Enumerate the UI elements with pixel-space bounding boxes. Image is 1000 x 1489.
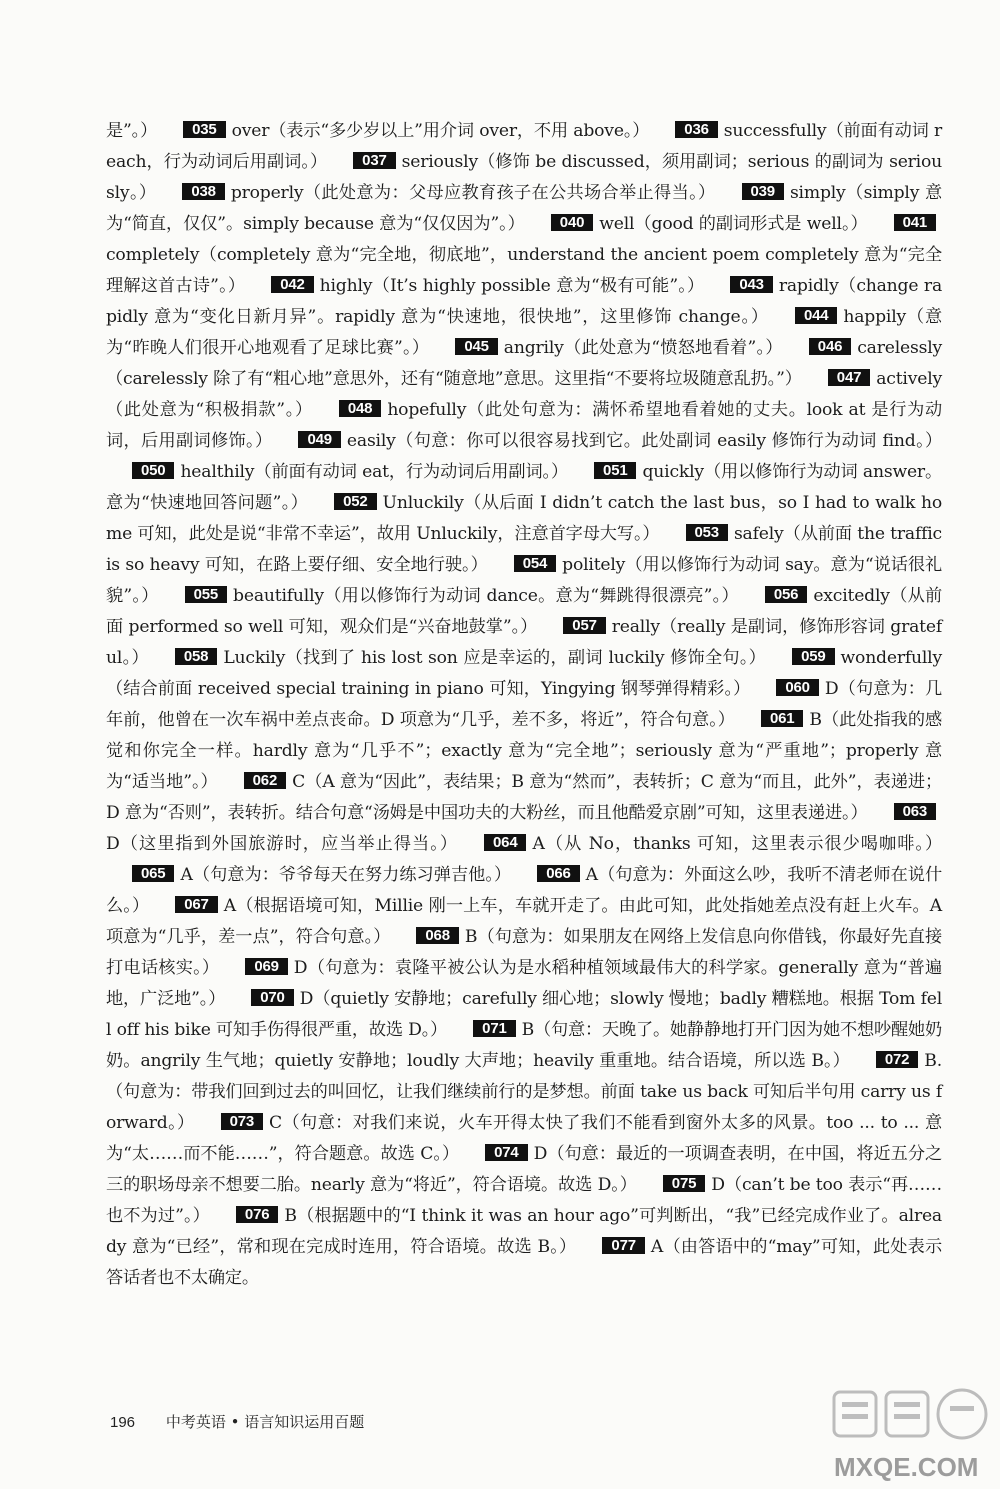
answer-explanation: really（really 是副词，修饰形容词 grateful。） — [106, 617, 942, 668]
answer-item — [149, 648, 766, 668]
answer-item — [159, 586, 739, 606]
question-number-badge: 070 — [251, 989, 293, 1006]
answer-item — [106, 865, 511, 885]
question-number-badge: 045 — [455, 338, 497, 355]
answer-explanation: C（A 意为“因此”，表结果；B 意为“然而”，表转折；C 意为“而且，此外”，表递进；D 意为“否则”，表转折。结合句意“汤姆是中国功夫的大粉丝，而且他酷爱京剧”可知，这里表递进。） — [106, 772, 942, 823]
answer-explanation: D（can’t be too 表示“再……也不为过”。） — [106, 1175, 942, 1226]
page-number: 196 — [110, 1414, 136, 1431]
question-number-badge: 044 — [795, 307, 837, 324]
answer-explanation: wonderfully（结合前面 received special training in piano 可知，Yingying 钢琴弹得精彩。） — [106, 648, 942, 699]
question-number-badge: 048 — [339, 400, 381, 417]
answer-explanation: D（句意为：袁隆平被公认为是水稻种植领域最伟大的科学家。generally 意为“普遍地，广泛地”。） — [106, 958, 942, 1009]
answer-explanation: D（这里指到外国旅游时，应当举止得当。） — [106, 834, 459, 854]
answer-explanation: politely（用以修饰行为动词 say。意为“说话很礼貌”。） — [106, 555, 942, 606]
question-number-badge: 072 — [876, 1051, 918, 1068]
answer-item — [272, 431, 942, 451]
question-number-badge: 057 — [563, 617, 605, 634]
question-number-badge: 060 — [776, 679, 818, 696]
question-number-badge: 042 — [271, 276, 313, 293]
answer-explanation: quickly（用以修饰行为动词 answer。意为“快速地回答问题”。） — [106, 462, 943, 513]
answer-explanation: beautifully（用以修饰行为动词 dance。意为“舞跳得很漂亮”。） — [233, 586, 739, 606]
question-number-badge: 058 — [175, 648, 217, 665]
question-number-badge: 068 — [416, 927, 458, 944]
answer-explanation: B（根据题中的“I think it was an hour ago”可判断出，“我”已经完成作业了。already 意为“已经”，常和现在完成时连用，符合语境。故选 B。） — [106, 1206, 942, 1257]
question-number-badge: 061 — [761, 710, 803, 727]
answer-explanation: seriously（修饰 be discussed，须用副词；serious 的副词为 seriously。） — [106, 152, 943, 203]
question-number-badge: 043 — [730, 276, 772, 293]
question-number-badge: 037 — [353, 152, 395, 169]
answer-explanation: D（quietly 安静地；carefully 细心地；slowly 慢地；badly 糟糕地。根据 Tom fell off his bike 可知手伤得很严重，故选 D。） — [106, 989, 942, 1040]
question-number-badge: 062 — [244, 772, 286, 789]
question-number-badge: 071 — [473, 1020, 515, 1037]
answer-explanation: happily（意为“昨晚人们很开心地观看了足球比赛”。） — [106, 307, 942, 358]
answer-explanation: B（句意：天晚了。她静静地打开门因为她不想吵醒她奶奶。angrily 生气地；quietly 安静地；loudly 大声地；heavily 重重地。结合语境，所以选 B。） — [106, 1020, 942, 1071]
question-number-badge: 063 — [894, 803, 936, 820]
answer-explanation: A（由答语中的“may”可知，此处表示答话者也不太确定。 — [106, 1237, 942, 1288]
answer-item — [156, 183, 715, 203]
answer-items — [106, 121, 942, 1288]
question-number-badge: 046 — [809, 338, 851, 355]
answer-text-block — [106, 116, 942, 1294]
book-title: 中考英语 • 语言知识运用百题 — [165, 1413, 365, 1431]
answer-explanation: A（句意为：外面这么吵，我听不清老师在说什么。） — [106, 865, 942, 916]
question-number-badge: 065 — [132, 865, 174, 882]
question-number-badge: 066 — [537, 865, 579, 882]
question-number-badge: 053 — [686, 524, 728, 541]
question-number-badge: 041 — [894, 214, 936, 231]
question-number-badge: 064 — [484, 834, 526, 851]
answer-explanation: successfully（前面有动词 reach，行为动词后用副词。） — [106, 121, 942, 172]
answer-explanation: D（句意为：几年前，他曾在一次车祸中差点丧命。D 项意为“几乎，差不多，将近”，符合句意。） — [106, 679, 942, 730]
question-number-badge: 039 — [742, 183, 784, 200]
question-number-badge: 075 — [663, 1175, 705, 1192]
answer-explanation: Luckily（找到了 his lost son 应是幸运的，副词 luckily 修饰全句。） — [223, 648, 767, 668]
question-number-badge: 051 — [594, 462, 636, 479]
page-footer — [110, 1411, 364, 1432]
question-number-badge: 069 — [245, 958, 287, 975]
answer-explanation: completely（completely 意为“完全地，彻底地”，understand the ancient poem completely 意为“完全理解这首古诗”。） — [106, 245, 942, 296]
answer-explanation: excitedly（从前面 performed so well 可知，观众们是“兴奋地鼓掌”。） — [106, 586, 942, 637]
question-number-badge: 050 — [132, 462, 174, 479]
answer-item — [106, 772, 942, 823]
answer-explanation: properly（此处意为：父母应教育孩子在公共场合举止得当。） — [230, 183, 716, 203]
answer-explanation: B.（句意为：带我们回到过去的叫回忆，让我们继续前行的是梦想。前面 take us back 可知后半句用 carry us forward。） — [106, 1051, 942, 1133]
answer-explanation: simply（simply 意为“简直，仅仅”。simply because 意为“仅仅因为”。） — [106, 183, 942, 234]
answer-explanation: A（句意为：爷爷每天在努力练习弹吉他。） — [180, 865, 512, 885]
answer-item — [458, 834, 942, 854]
answer-explanation: easily（句意：你可以很容易找到它。此处副词 easily 修饰行为动词 find。） — [346, 431, 943, 451]
answer-item — [525, 214, 868, 234]
answer-item — [106, 462, 568, 482]
watermark-url: MXQE.COM — [834, 1452, 979, 1482]
question-number-badge: 036 — [675, 121, 717, 138]
answer-explanation: rapidly（change rapidly 意为“变化日新月异”。rapidly 意为“快速地，很快地”，这里修饰 change。） — [106, 276, 942, 327]
question-number-badge: 077 — [602, 1237, 644, 1254]
lead-text: 是”。） — [106, 121, 158, 141]
answer-explanation: D（句意：最近的一项调查表明，在中国，将近五分之三的职场母亲不想要二胎。nearly 意为“将近”，符合语境。故选 D。） — [106, 1144, 942, 1195]
question-number-badge: 076 — [236, 1206, 278, 1223]
question-number-badge: 074 — [485, 1144, 527, 1161]
answer-explanation: A（根据语境可知，Millie 刚一上车，车就开走了。由此可知，此处指她差点没有赶上火车。A 项意为“几乎，差一点”，符合句意。） — [106, 896, 942, 947]
answer-explanation: B（此处指我的感觉和你完全一样。hardly 意为“几乎不”；exactly 意为“完全地”；seriously 意为“严重地”；properly 意为“适当地”。） — [106, 710, 942, 792]
question-number-badge: 067 — [175, 896, 217, 913]
answer-explanation: angrily（此处意为“愤怒地看着”。） — [503, 338, 783, 358]
answer-item — [429, 338, 782, 358]
answer-explanation: healthily（前面有动词 eat，行为动词后用副词。） — [180, 462, 569, 482]
question-number-badge: 054 — [514, 555, 556, 572]
answer-explanation: A（从 No，thanks 可知，这里表示很少喝咖啡。） — [532, 834, 942, 854]
question-number-badge: 049 — [298, 431, 340, 448]
question-number-badge: 052 — [334, 493, 376, 510]
answer-item — [245, 276, 704, 296]
answer-item — [157, 121, 649, 141]
question-number-badge: 038 — [182, 183, 224, 200]
question-number-badge: 035 — [183, 121, 225, 138]
question-number-badge: 059 — [792, 648, 834, 665]
answer-explanation: actively（此处意为“积极捐款”。） — [106, 369, 942, 420]
watermark-logo — [830, 1384, 995, 1484]
answer-explanation: safely（从前面 the traffic is so heavy 可知，在路上要仔细、安全地行驶。） — [106, 524, 942, 575]
answer-explanation: C（句意：对我们来说，火车开得太快了我们不能看到窗外太多的风景。too ... to ... 意为“太……而不能……”，符合题意。故选 C。） — [106, 1113, 942, 1164]
answer-explanation: well（good 的副词形式是 well。） — [599, 214, 868, 234]
answer-explanation: B（句意为：如果朋友在网络上发信息向你借钱，你最好先直接打电话核实。） — [106, 927, 942, 978]
question-number-badge: 073 — [221, 1113, 263, 1130]
answer-explanation: carelessly（carelessly 除了有“粗心地”意思外，还有“随意地”意思。这里指“不要将垃圾随意乱扔。”） — [106, 338, 943, 389]
answer-explanation: over（表示“多少岁以上”用介词 over，不用 above。） — [231, 121, 650, 141]
question-number-badge: 047 — [828, 369, 870, 386]
answer-explanation: Unluckily（从后面 I didn’t catch the last bus，so I had to walk home 可知，此处是说“非常不幸运”，故用 Unluckily，注意首字母大写。） — [106, 493, 943, 544]
question-number-badge: 040 — [551, 214, 593, 231]
question-number-badge: 055 — [185, 586, 227, 603]
question-number-badge: 056 — [765, 586, 807, 603]
answer-explanation: hopefully（此处句意为：满怀希望地看着她的丈夫。look at 是行为动词，后用副词修饰。） — [106, 400, 943, 451]
answer-explanation: highly（It’s highly possible 意为“极有可能”。） — [319, 276, 705, 296]
